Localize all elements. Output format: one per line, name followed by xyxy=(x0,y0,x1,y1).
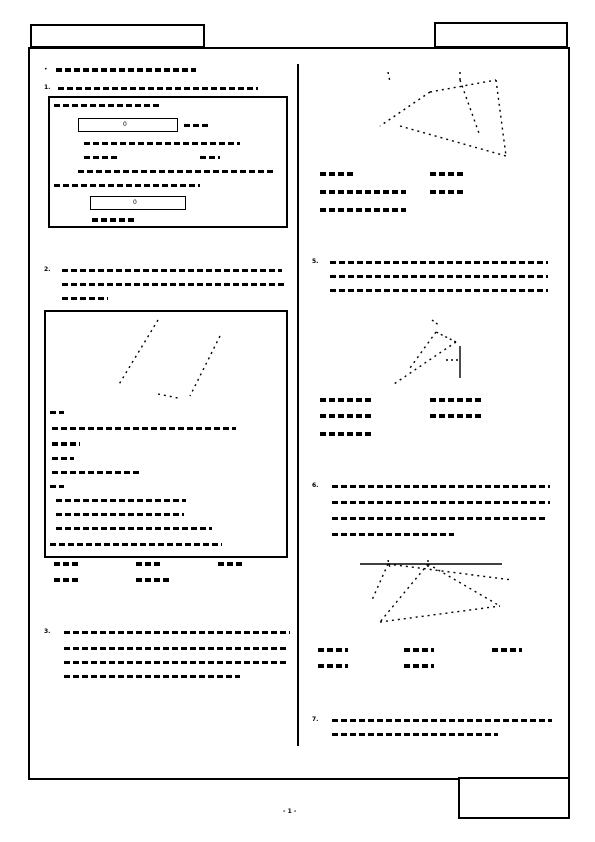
q3-question-line3-mark xyxy=(64,661,288,664)
q1-line3-left-mark xyxy=(84,156,118,159)
q6-question-line4-mark xyxy=(332,533,454,536)
q5-figure xyxy=(380,312,500,392)
q2-option-3-mark xyxy=(218,562,242,566)
q2-number: 2. xyxy=(44,266,51,273)
q2-option-5-mark xyxy=(136,578,172,582)
q2-box-line5-mark xyxy=(52,471,142,474)
page-number: - 1 - xyxy=(283,808,297,815)
q2-box-line10-mark xyxy=(50,543,222,546)
q5-option-3-mark xyxy=(320,414,374,418)
q5-question-line3-mark xyxy=(330,289,548,292)
q6-option-1-mark xyxy=(318,648,348,652)
q2-box-line2-mark xyxy=(52,427,236,430)
q3-question-line2-mark xyxy=(64,647,288,650)
q6-figure xyxy=(352,556,532,636)
header-left-tab xyxy=(30,24,205,48)
section-title-mark xyxy=(56,68,196,72)
q2-option-4-mark xyxy=(54,578,78,582)
q2-question-line2-mark xyxy=(62,283,284,286)
q1-fill-box-2-value: 0 xyxy=(133,199,137,206)
q2-box-line3-mark xyxy=(52,442,80,446)
q1-number: 1. xyxy=(44,84,51,91)
q2-box-line7-mark xyxy=(56,499,186,502)
q1-answer-mark xyxy=(92,218,136,222)
q7-question-line2-mark xyxy=(332,733,498,736)
q2-box-line1-mark xyxy=(50,411,64,414)
q5-option-5-mark xyxy=(320,432,374,436)
q3-number: 3. xyxy=(44,628,51,635)
q1-fill-box-2 xyxy=(90,196,186,210)
q4-option-2-mark xyxy=(430,172,464,176)
q7-number: 7. xyxy=(312,716,319,723)
q2-option-1-mark xyxy=(54,562,78,566)
q5-number: 5. xyxy=(312,258,319,265)
footer-right-tab xyxy=(458,777,570,819)
q4-option-3-mark xyxy=(320,190,406,194)
q1-line2-mark xyxy=(84,142,240,145)
q4-option-5-mark xyxy=(320,208,406,212)
q5-question-line2-mark xyxy=(330,275,548,278)
q2-box-line8-mark xyxy=(56,513,184,516)
q2-box-line6-mark xyxy=(50,485,64,488)
q6-option-5-mark xyxy=(404,664,434,668)
q5-option-4-mark xyxy=(430,414,484,418)
q2-question-line3-mark xyxy=(62,297,108,300)
q2-solution-box xyxy=(44,310,288,558)
q4-option-4-mark xyxy=(430,190,464,194)
q2-box-line9-mark xyxy=(56,527,212,530)
q1-fill-box-1-value: 0 xyxy=(123,121,127,128)
q1-line4-mark xyxy=(78,170,274,173)
q2-figure xyxy=(46,312,286,412)
header-right-tab xyxy=(434,22,568,48)
q6-option-3-mark xyxy=(492,648,522,652)
q6-question-line3-mark xyxy=(332,517,546,520)
q4-option-1-mark xyxy=(320,172,354,176)
q1-line5-mark xyxy=(54,184,200,187)
q7-question-line1-mark xyxy=(332,719,552,722)
q1-question-mark xyxy=(58,87,258,90)
q1-fill-box-1 xyxy=(78,118,178,132)
q2-option-2-mark xyxy=(136,562,160,566)
q1-line1-mark xyxy=(54,104,162,107)
q2-question-line1-mark xyxy=(62,269,282,272)
q6-number: 6. xyxy=(312,482,319,489)
q5-option-2-mark xyxy=(430,398,484,402)
q4-figure xyxy=(370,66,520,166)
q6-question-line2-mark xyxy=(332,501,550,504)
q1-line3-right-mark xyxy=(200,156,220,159)
q3-question-line4-mark xyxy=(64,675,240,678)
q1-answer-box xyxy=(48,96,288,228)
q6-question-line1-mark xyxy=(332,485,550,488)
column-divider xyxy=(297,64,299,746)
q1-after-box1-mark xyxy=(184,124,210,127)
q5-question-line1-mark xyxy=(330,261,548,264)
q6-option-4-mark xyxy=(318,664,348,668)
section-bullet: • xyxy=(44,66,48,73)
q3-question-line1-mark xyxy=(64,631,290,634)
q6-option-2-mark xyxy=(404,648,434,652)
q5-option-1-mark xyxy=(320,398,374,402)
q2-box-line4-mark xyxy=(52,457,74,460)
